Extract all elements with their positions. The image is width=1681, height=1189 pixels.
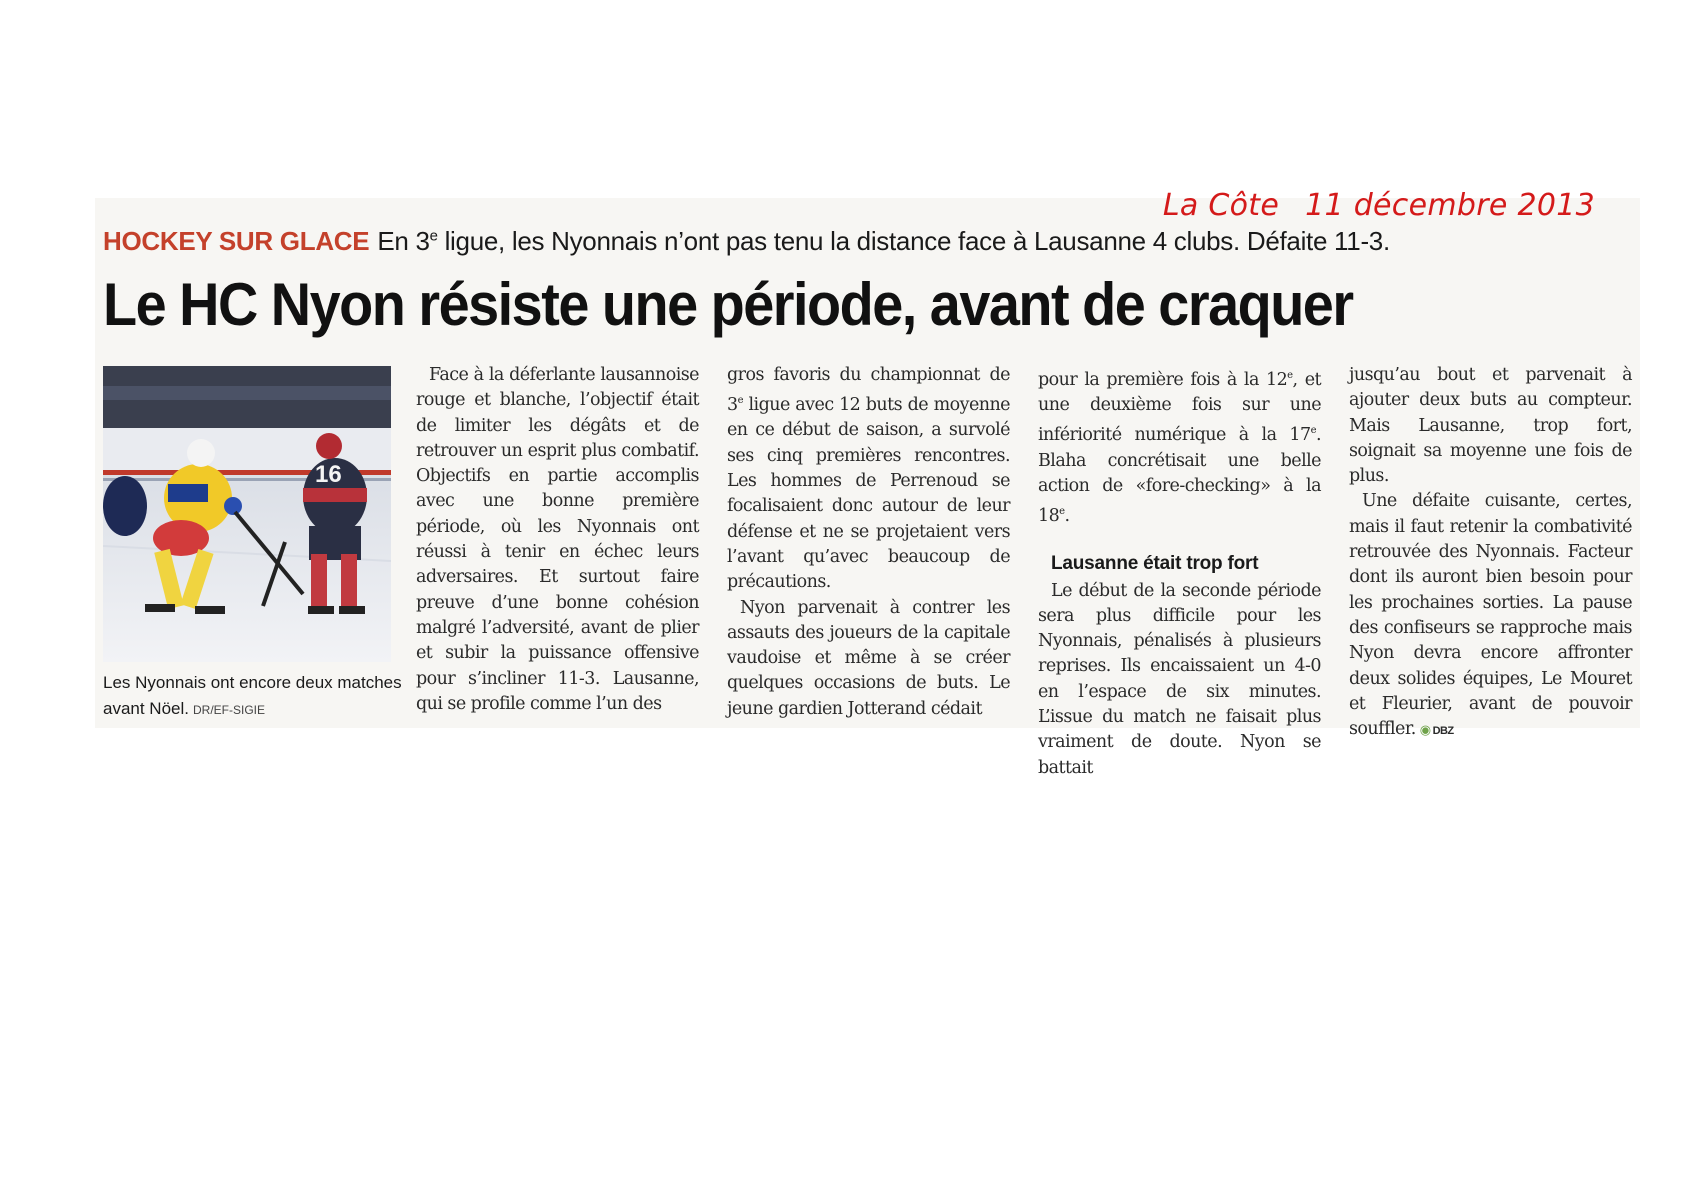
- kicker-text-before: En 3: [377, 226, 430, 256]
- photo-credit: DR/EF-SIGIE: [193, 703, 266, 717]
- superscript-18th: e: [1059, 506, 1065, 518]
- paragraph-1: Face à la déferlante lausannoise rouge et blanche, l’objectif était de limiter les dégâts et de retrouver un esprit plus combatif. Objectifs en partie accomplis avec une bonne première période, où les Nyonnais ont réussi à tenir en échec leurs adversaires. Et surtout faire preuve d’une bonne cohésion malgré l’adversité, avant de plier et subir la puissance offensive pour s’incliner 11-3. Lausanne, qui se profile comme l’un des: [416, 365, 699, 714]
- paragraph-2-part-b: pour la première fois à la 12: [1038, 369, 1288, 390]
- photo-caption: [103, 670, 403, 723]
- headline: Le HC Nyon résiste une période, avant de craquer: [103, 271, 1353, 338]
- paragraph-1-superscript: e: [737, 395, 743, 407]
- paragraph-1-cont-b: ligue avec 12 buts de moyenne en ce début de saison, a survolé ses cinq premières rencontres. Les hommes de Perrenoud se focalisaient donc autour de leur défense et ne se projetaient vers l’avant qu’avec beaucoup de précautions.: [727, 395, 1010, 593]
- paragraph-4-text: Une défaite cuisante, certes, mais il faut retenir la combativité retrouvée des Nyonnais. Facteur dont ils auront bien besoin pour les prochaines sorties. La pause des confiseurs se rapproche mais Nyon devra encore affronter deux solides équipes, Le Mouret et Fleurier, avant de pouvoir souffler.: [1349, 491, 1632, 740]
- article-column-4: [1349, 363, 1632, 744]
- paragraph-2-continued: [1038, 363, 1321, 529]
- publication-date: 11 décembre 2013: [1305, 188, 1595, 223]
- paragraph-2-part-e: .: [1064, 505, 1070, 526]
- kicker-superscript: e: [429, 227, 438, 245]
- hockey-players-image: [103, 366, 391, 662]
- jersey-number: 16: [315, 461, 342, 488]
- paragraph-2-part-d: . Blaha concrétisait une belle action de «fore-checking» à la 18: [1038, 425, 1321, 526]
- paragraph-2-part-c: , et une deuxième fois sur une infériorité numérique à la 17: [1038, 369, 1321, 446]
- rubric-label: HOCKEY SUR GLACE: [103, 226, 370, 256]
- paragraph-1-cont-a: gros favoris du championnat de 3: [727, 365, 1010, 416]
- article-column-3: [1038, 363, 1321, 781]
- caption-text: Les Nyonnais ont encore deux matches avant Nöel.: [103, 673, 402, 718]
- superscript-17th: e: [1310, 425, 1316, 437]
- circle-end-icon: ◉: [1419, 723, 1431, 739]
- paragraph-3-continued: jusqu’au bout et parvenait à ajouter deux buts au compteur. Mais Lausanne, trop fort, soignait sa moyenne une fois de plus.: [1349, 365, 1632, 487]
- kicker: [103, 226, 1390, 257]
- paragraph-3: Le début de la seconde période sera plus difficile pour les Nyonnais, pénalisés à plusieurs reprises. Ils encaissaient un 4-0 en l’espace de six minutes. L’issue du match ne faisait plus vraiment de doute. Nyon se battait: [1038, 580, 1321, 778]
- kicker-text-after: ligue, les Nyonnais n’ont pas tenu la distance face à Lausanne 4 clubs. Défaite 11-3.: [437, 226, 1390, 256]
- source-line: [1163, 188, 1595, 223]
- paragraph-4: [1349, 489, 1632, 744]
- paragraph-2: Nyon parvenait à contrer les assauts des joueurs de la capitale vaudoise et même à se créer quelques occasions de buts. Le jeune gardien Jotterand cédait: [727, 597, 1010, 719]
- article-column-2: [727, 363, 1010, 722]
- author-signoff: DBZ: [1432, 725, 1454, 738]
- hockey-photo: [103, 366, 391, 662]
- subheading: Lausanne était trop fort: [1051, 553, 1259, 575]
- superscript-12th: e: [1287, 370, 1293, 381]
- paragraph-1-continued: [727, 363, 1010, 596]
- publication-name: La Côte: [1162, 188, 1280, 223]
- article-column-1: [416, 363, 699, 717]
